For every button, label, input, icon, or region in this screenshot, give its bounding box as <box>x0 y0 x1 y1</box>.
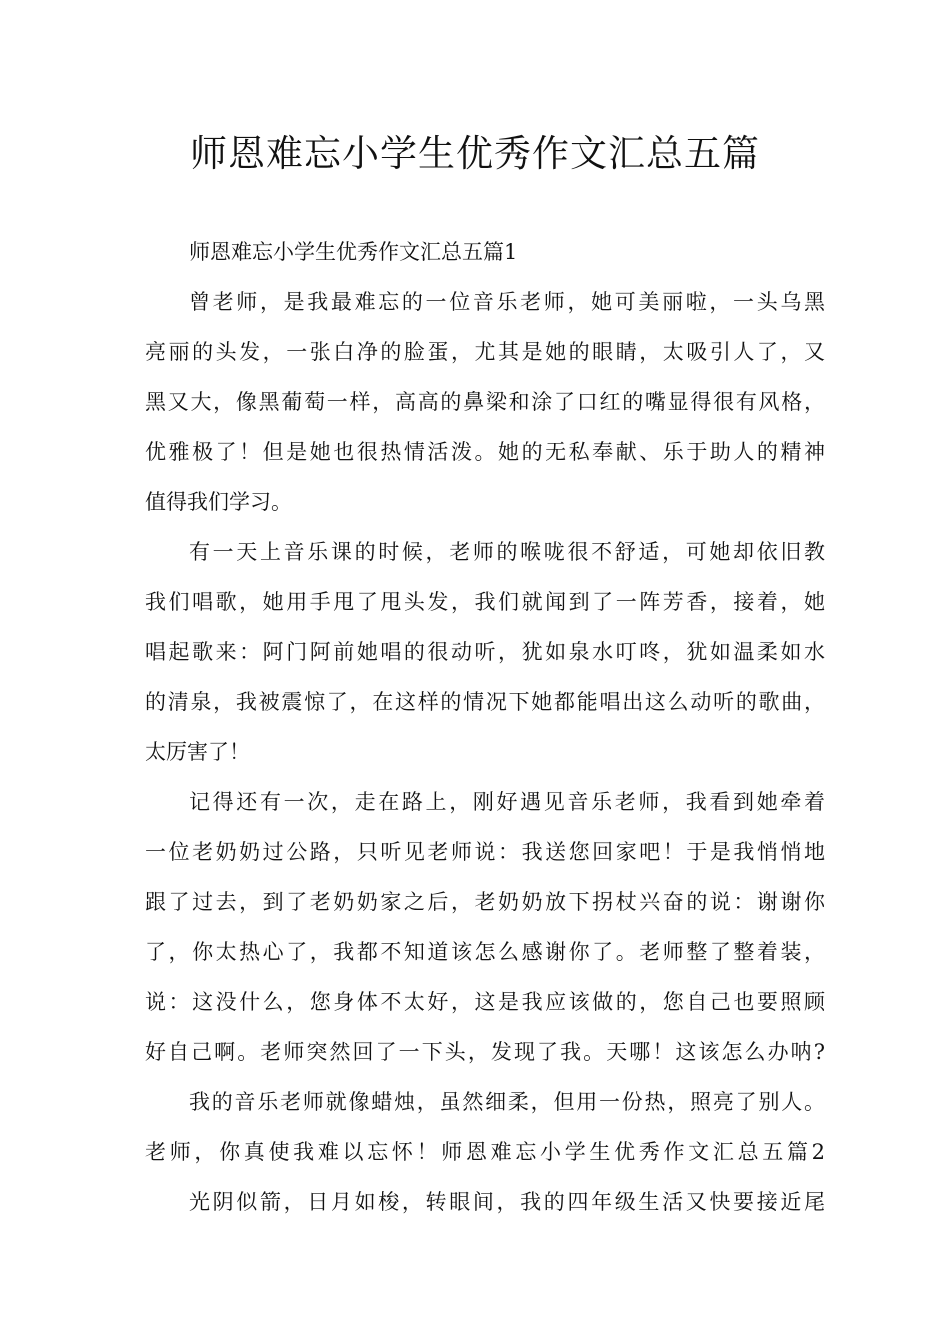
body-line: 光阴似箭，日月如梭，转眼间，我的四年级生活又快要接近尾 <box>189 1190 825 1214</box>
body-line: 值得我们学习。 <box>145 490 292 514</box>
body-line: 有一天上音乐课的时候，老师的喉咙很不舒适，可她却依旧教 <box>189 540 825 564</box>
body-line: 我们唱歌，她用手甩了甩头发，我们就闻到了一阵芳香，接着，她 <box>145 590 825 614</box>
body-line: 老师，你真使我难以忘怀！师恩难忘小学生优秀作文汇总五篇2 <box>145 1140 825 1164</box>
body-line: 一位老奶奶过公路，只听见老师说：我送您回家吧！于是我悄悄地 <box>145 840 825 864</box>
document-body <box>145 227 825 1227</box>
body-line: 太厉害了！ <box>145 740 250 764</box>
body-line: 的清泉，我被震惊了，在这样的情况下她都能唱出这么动听的歌曲， <box>145 690 825 714</box>
body-line: 我的音乐老师就像蜡烛，虽然细柔，但用一份热，照亮了别人。 <box>189 1090 825 1114</box>
document-title: 师恩难忘小学生优秀作文汇总五篇 <box>190 132 760 175</box>
body-line: 记得还有一次，走在路上，刚好遇见音乐老师，我看到她牵着 <box>189 790 825 814</box>
section-heading-1: 师恩难忘小学生优秀作文汇总五篇1 <box>189 240 518 264</box>
body-line: 亮丽的头发，一张白净的脸蛋，尤其是她的眼睛，太吸引人了，又 <box>145 340 825 364</box>
body-line: 说：这没什么，您身体不太好，这是我应该做的，您自己也要照顾 <box>145 990 825 1014</box>
body-line: 了，你太热心了，我都不知道该怎么感谢你了。老师整了整着装， <box>145 940 825 964</box>
body-line: 黑又大，像黑葡萄一样，高高的鼻梁和涂了口红的嘴显得很有风格， <box>145 390 825 414</box>
body-line: 曾老师，是我最难忘的一位音乐老师，她可美丽啦，一头乌黑 <box>189 290 825 314</box>
body-line: 跟了过去，到了老奶奶家之后，老奶奶放下拐杖兴奋的说：谢谢你 <box>145 890 825 914</box>
body-line: 好自己啊。老师突然回了一下头，发现了我。天哪！这该怎么办呐? <box>145 1040 825 1064</box>
body-line: 优雅极了！但是她也很热情活泼。她的无私奉献、乐于助人的精神 <box>145 440 825 464</box>
body-line: 唱起歌来：阿门阿前她唱的很动听，犹如泉水叮咚，犹如温柔如水 <box>145 640 825 664</box>
